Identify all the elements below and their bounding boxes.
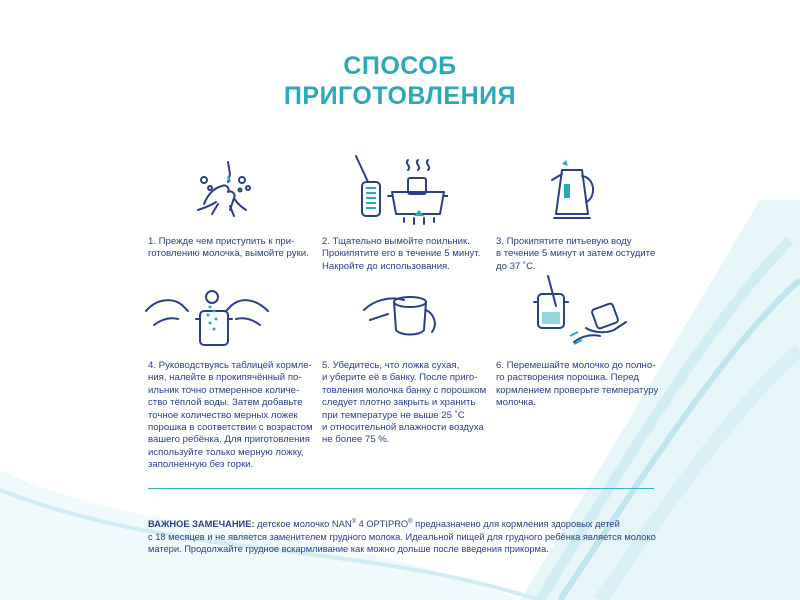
important-note [148, 516, 668, 556]
step-5-text: 5. Убедитесь, что ложка сухая, и уберите её в банку. После приго- товления молочка банку с порошком следует плотно закрыть и хранить при температуре не выше 25 ˚С и относительной влажности воздуха не более 75 %. [322, 360, 487, 446]
stir-check-temperature-icon [530, 272, 630, 352]
store-can-icon [360, 290, 440, 342]
page-title-line2: ПРИГОТОВЛЕНИЯ [283, 82, 517, 110]
note-line-2: с 18 месяцев и не является заменителем грудного молока. Идеальной пищей для грудного ребёнка является молоко [148, 531, 656, 542]
measure-powder-icon [144, 285, 270, 349]
sterilize-bottle-icon [348, 152, 448, 228]
note-label: ВАЖНОЕ ЗАМЕЧАНИЕ: [148, 519, 255, 530]
step-6-text: 6. Перемешайте молочко до полно- го растворения порошка. Перед кормлением проверьте температуру молочка. [496, 360, 659, 409]
washing-hands-icon [190, 158, 260, 224]
note-line-1: ВАЖНОЕ ЗАМЕЧАНИЕ: детское молочко NAN® 4 OPTIPRO® предназначено для кормления здоровых детей [148, 519, 620, 530]
divider-line [148, 488, 654, 489]
step-1-text: 1. Прежде чем приступить к при- готовлению молочка, вымойте руки. [148, 236, 309, 260]
step-4-text: 4. Руководствуясь таблицей кормле- ния, налейте в прокипячённый по- ильник точно отмеренное количе- ство тёплой воды. Затем добавьте точное количество мерных ложек порошка в соответствии с возрастом вашего ребёнка. Для приготовления используйте только мерную ложку, заполненную без горки. [148, 360, 313, 471]
step-2-text: 2. Тщательно вымойте поильник. Прокипятите его в течение 5 минут. Накройте до использования. [322, 236, 481, 272]
page-title-line1: СПОСОБ [343, 52, 457, 80]
step-3-text: 3. Прокипятите питьевую воду в течение 5 минут и затем остудите до 37 ˚С. [496, 236, 656, 272]
note-line-3: матери. Продолжайте грудное вскармливание как можно дольше после введения прикорма. [148, 544, 549, 555]
kettle-icon [546, 158, 602, 224]
